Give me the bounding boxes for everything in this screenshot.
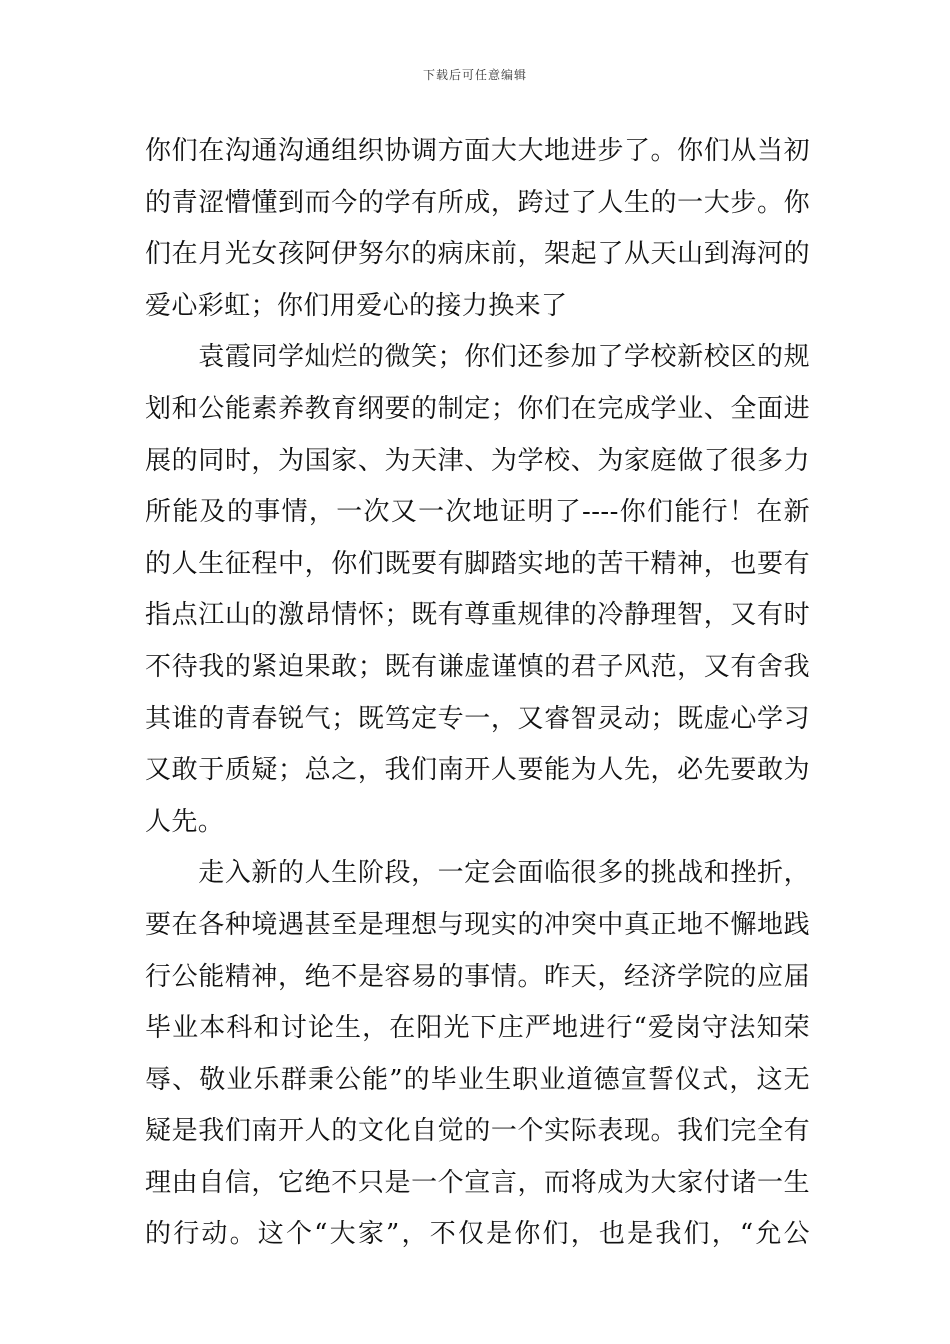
text-line: 你们在沟通沟通组织协调方面大大地进步了。你们从当初 [145,136,810,166]
text-line: 疑是我们南开人的文化自觉的一个实际表现。我们完全有 [145,1116,810,1147]
text-line: 行公能精神，绝不是容易的事情。昨天，经济学院的应届 [145,961,810,992]
text-line: 袁霞同学灿烂的微笑；你们还参加了学校新校区的规 [145,342,810,373]
text-line: 又敢于质疑；总之，我们南开人要能为人先，必先要敢为 [145,755,810,786]
text-line: 划和公能素养教育纲要的制定；你们在完成学业、全面进 [145,393,810,424]
text-line: 的人生征程中，你们既要有脚踏实地的苦干精神，也要有 [145,548,810,579]
text-line: 的青涩懵懂到而今的学有所成，跨过了人生的一大步。你 [145,187,810,218]
document-body [145,126,810,1261]
text-line: 理由自信，它绝不只是一个宣言，而将成为大家付诸一生 [145,1167,810,1198]
text-line: 们在月光女孩阿伊努尔的病床前，架起了从天山到海河的 [145,239,810,270]
text-line: 走入新的人生阶段，一定会面临很多的挑战和挫折， [145,858,810,889]
text-line: 人先。 [145,806,225,837]
header-note: 下载后可任意编辑 [422,68,527,82]
text-line: 指点江山的激昂情怀；既有尊重规律的冷静理智，又有时 [145,600,810,631]
text-line: 辱、敬业乐群秉公能”的毕业生职业道德宣誓仪式，这无 [145,1064,810,1095]
text-line: 不待我的紧迫果敢；既有谦虚谨慎的君子风范，又有舍我 [145,651,810,682]
text-line: 所能及的事情，一次又一次地证明了----你们能行！在新 [145,497,810,528]
text-line: 展的同时，为国家、为天津、为学校、为家庭做了很多力 [145,445,810,476]
text-line: 其谁的青春锐气；既笃定专一，又睿智灵动；既虚心学习 [145,703,810,734]
text-line: 爱心彩虹；你们用爱心的接力换来了 [145,290,568,321]
text-line: 的行动。这个“大家”，不仅是你们，也是我们，“允公 [145,1219,810,1250]
text-line: 要在各种境遇甚至是理想与现实的冲突中真正地不懈地践 [145,909,810,940]
text-line: 毕业本科和讨论生，在阳光下庄严地进行“爱岗守法知荣 [145,1013,810,1044]
